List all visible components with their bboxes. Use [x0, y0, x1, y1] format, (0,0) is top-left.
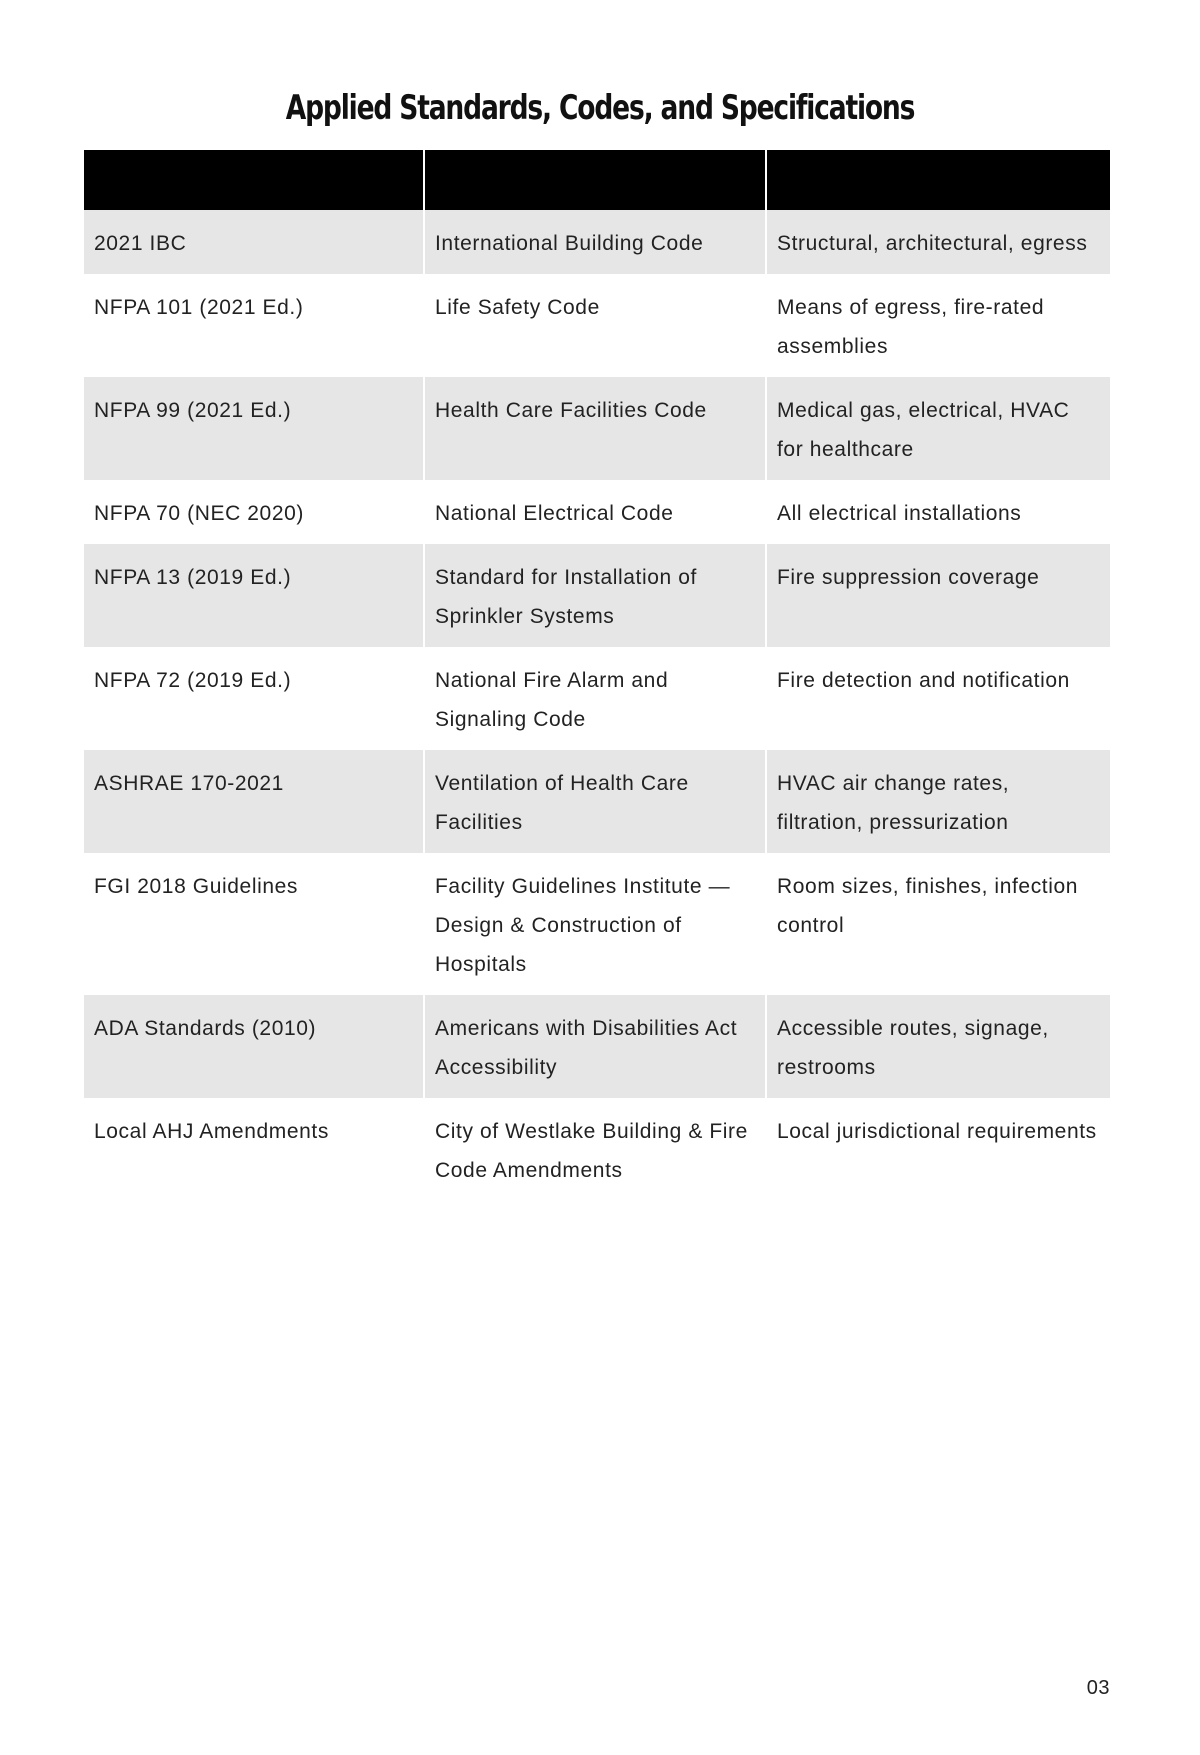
cell-description: Ventilation of Health Care Facilities — [424, 750, 766, 853]
cell-scope: Local jurisdictional requirements — [766, 1098, 1110, 1201]
header-cell-description — [424, 150, 766, 210]
cell-description: Facility Guidelines Institute — Design & Construction of Hospitals — [424, 853, 766, 995]
cell-description: Health Care Facilities Code — [424, 377, 766, 480]
cell-scope: Means of egress, fire-rated assemblies — [766, 274, 1110, 377]
table-row — [84, 210, 1110, 274]
cell-standard: FGI 2018 Guidelines — [84, 853, 424, 995]
table-header-row — [84, 150, 1110, 210]
table-row — [84, 853, 1110, 995]
table-row — [84, 377, 1110, 480]
cell-description: Standard for Installation of Sprinkler Systems — [424, 544, 766, 647]
cell-standard: NFPA 70 (NEC 2020) — [84, 480, 424, 544]
cell-description: National Electrical Code — [424, 480, 766, 544]
cell-standard: NFPA 99 (2021 Ed.) — [84, 377, 424, 480]
page-number: 03 — [1086, 1677, 1110, 1699]
cell-description: International Building Code — [424, 210, 766, 274]
cell-description: National Fire Alarm and Signaling Code — [424, 647, 766, 750]
cell-standard: NFPA 72 (2019 Ed.) — [84, 647, 424, 750]
table-row — [84, 995, 1110, 1098]
cell-scope: Room sizes, finishes, infection control — [766, 853, 1110, 995]
cell-scope: Fire detection and notification — [766, 647, 1110, 750]
cell-standard: 2021 IBC — [84, 210, 424, 274]
cell-scope: Medical gas, electrical, HVAC for healthcare — [766, 377, 1110, 480]
page-title: Applied Standards, Codes, and Specifications — [285, 88, 915, 128]
cell-standard: NFPA 101 (2021 Ed.) — [84, 274, 424, 377]
cell-scope: All electrical installations — [766, 480, 1110, 544]
cell-standard: NFPA 13 (2019 Ed.) — [84, 544, 424, 647]
cell-description: Americans with Disabilities Act Accessibility — [424, 995, 766, 1098]
cell-standard: ADA Standards (2010) — [84, 995, 424, 1098]
cell-standard: Local AHJ Amendments — [84, 1098, 424, 1201]
table-row — [84, 1098, 1110, 1201]
cell-scope: HVAC air change rates, filtration, pressurization — [766, 750, 1110, 853]
cell-description: City of Westlake Building & Fire Code Amendments — [424, 1098, 766, 1201]
table-header — [84, 150, 1110, 210]
cell-standard: ASHRAE 170-2021 — [84, 750, 424, 853]
cell-scope: Accessible routes, signage, restrooms — [766, 995, 1110, 1098]
table-row — [84, 274, 1110, 377]
cell-scope: Structural, architectural, egress — [766, 210, 1110, 274]
table-body — [84, 210, 1110, 1201]
table-row — [84, 647, 1110, 750]
table-row — [84, 544, 1110, 647]
header-cell-scope — [766, 150, 1110, 210]
header-cell-standard — [84, 150, 424, 210]
table-row — [84, 750, 1110, 853]
cell-description: Life Safety Code — [424, 274, 766, 377]
cell-scope: Fire suppression coverage — [766, 544, 1110, 647]
standards-table-container — [84, 150, 1110, 1201]
table-row — [84, 480, 1110, 544]
standards-table — [84, 150, 1110, 1201]
